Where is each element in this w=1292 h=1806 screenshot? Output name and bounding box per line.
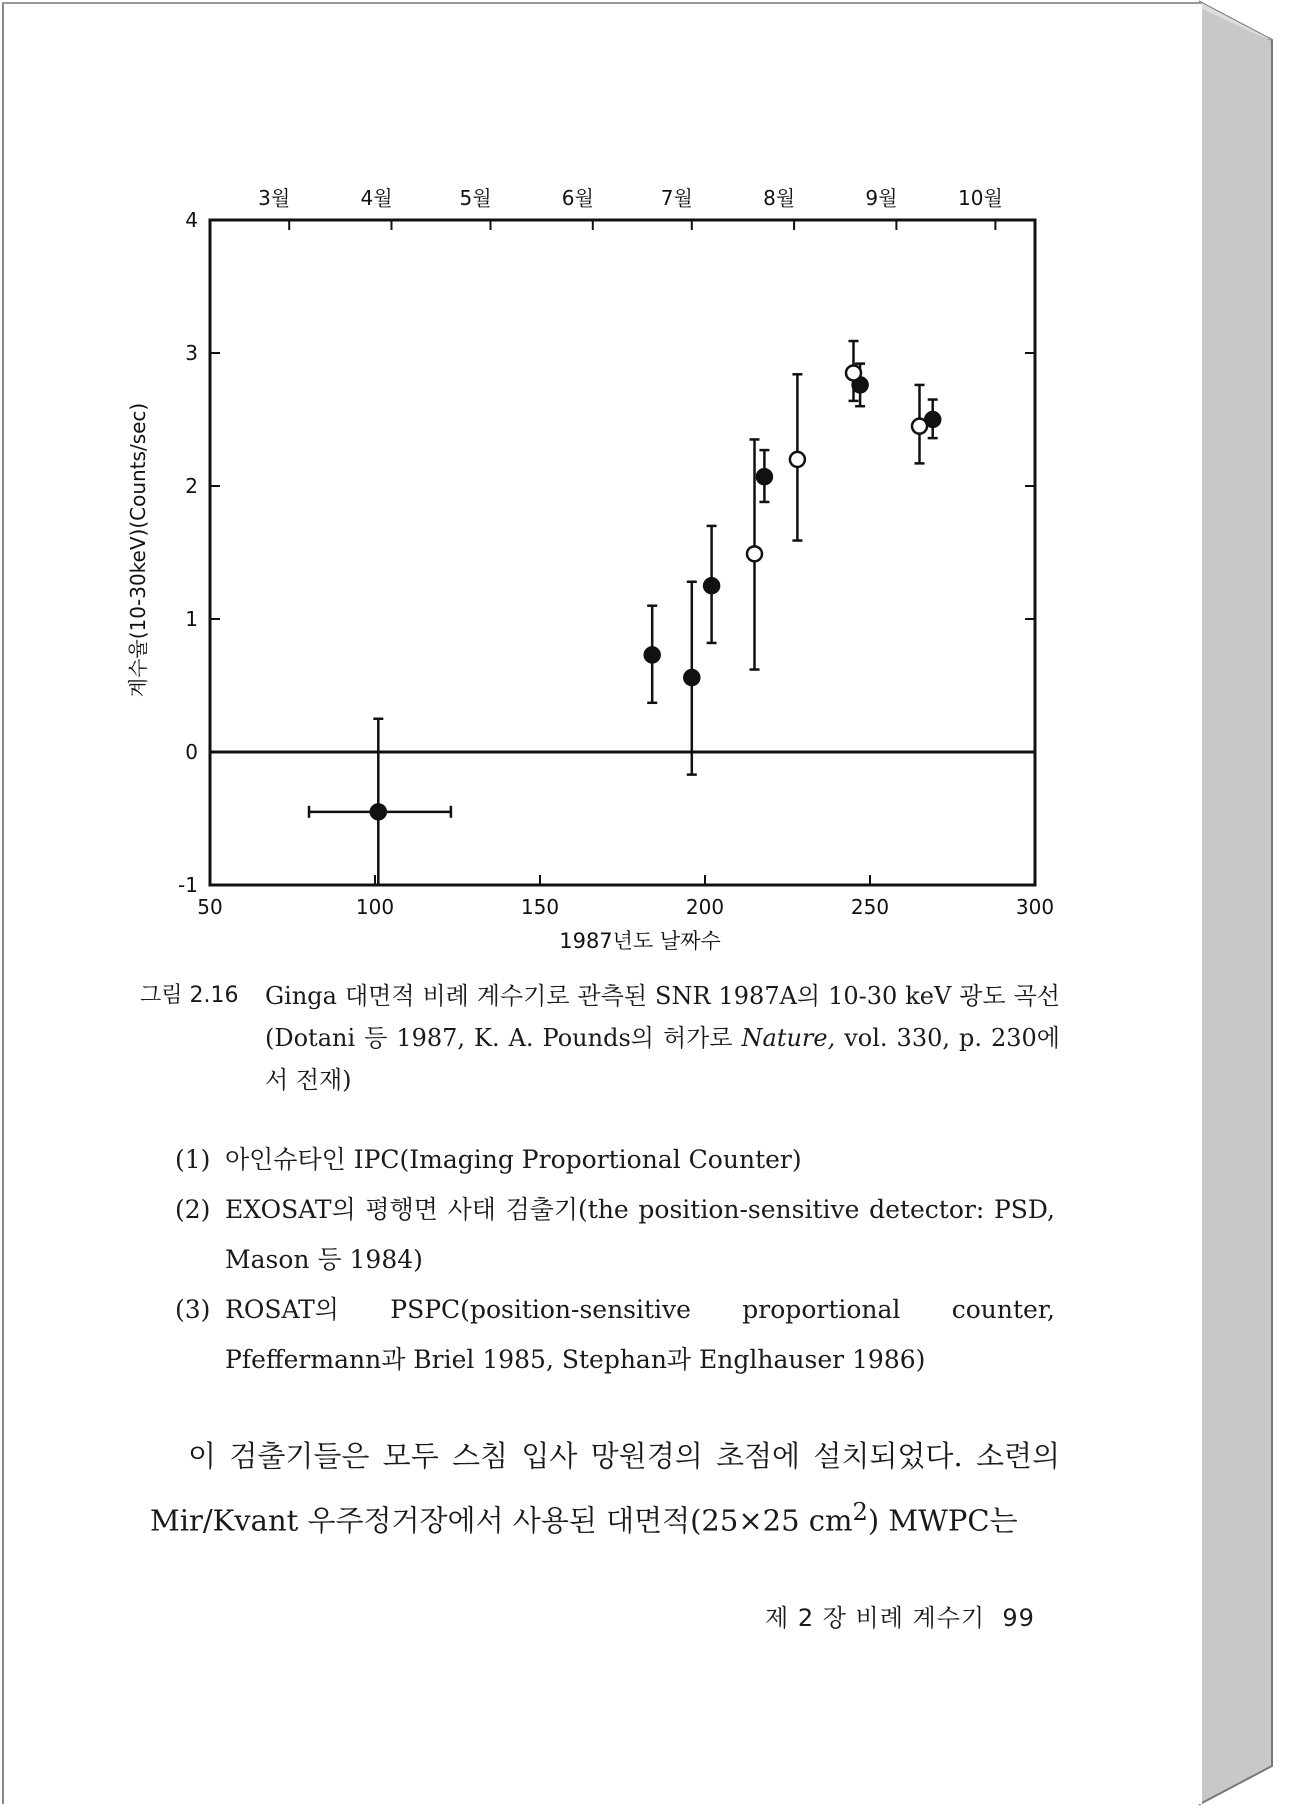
x-tick-label: 250: [850, 895, 890, 919]
tick-marks: [210, 220, 1035, 885]
y-axis-label: 계수율(10-30keV)(Counts/sec): [126, 402, 150, 698]
y-tick-label: 2: [185, 474, 198, 498]
page-number: 99: [1002, 1604, 1035, 1632]
filled-data-point: [371, 804, 386, 819]
y-tick-label: 4: [185, 208, 198, 232]
list-item-text: 아인슈타인 IPC(Imaging Proportional Counter): [225, 1145, 802, 1174]
list-marker: (2): [175, 1195, 211, 1224]
month-label: 4월: [360, 186, 393, 210]
caption-text-before: Ginga 대면적 비례 계수기로 관측된 SNR 1987A의 10-30 keV 광도 곡선(Dotani 등 1987, K. A. Pounds의 허가로: [265, 982, 1060, 1052]
x-tick-label: 50: [197, 895, 223, 919]
month-label: 5월: [459, 186, 492, 210]
list-item: [175, 1285, 1055, 1385]
x-tick-label: 300: [1015, 895, 1055, 919]
y-tick-label: -1: [178, 873, 198, 897]
list-item-text: EXOSAT의 평행면 사태 검출기(the position-sensitive detector: PSD, Mason 등 1984): [225, 1195, 1055, 1274]
figure-caption: [140, 975, 1060, 1101]
filled-data-point: [684, 670, 699, 685]
x-tick-label: 200: [685, 895, 725, 919]
list-item: [175, 1185, 1055, 1285]
open-data-point: [846, 365, 861, 380]
caption-text: [265, 975, 1060, 1101]
month-label: 9월: [865, 186, 898, 210]
month-label: 10월: [958, 186, 1003, 210]
chart-axes: [210, 220, 1035, 885]
list-marker: (3): [175, 1295, 211, 1324]
list-item-text: ROSAT의 PSPC(position-sensitive proportional counter, Pfeffermann과 Briel 1985, Stephan과 Englhauser 1986): [225, 1295, 1055, 1374]
filled-data-point: [757, 469, 772, 484]
page-footer: [765, 1598, 1035, 1633]
y-tick-label: 3: [185, 341, 198, 365]
caption-text-after: vol. 330, p. 230에서 전재): [265, 1024, 1060, 1094]
filled-data-point: [645, 647, 660, 662]
x-tick-label: 150: [520, 895, 560, 919]
paragraph-text-end: ) MWPC는: [867, 1503, 1018, 1538]
journal-name: Nature,: [741, 1024, 836, 1052]
plot-frame: [210, 220, 1035, 885]
month-label: 8월: [763, 186, 796, 210]
data-points: [309, 341, 940, 885]
month-labels: [258, 186, 1003, 210]
filled-data-point: [704, 578, 719, 593]
light-curve-chart: [120, 170, 1080, 970]
open-data-point: [790, 452, 805, 467]
open-data-point: [912, 419, 927, 434]
chapter-title: 제 2 장 비례 계수기: [765, 1604, 986, 1632]
month-label: 7월: [660, 186, 693, 210]
list-item: [175, 1135, 1055, 1185]
x-tick-label: 100: [355, 895, 395, 919]
x-axis-label: 1987년도 날짜수: [559, 929, 721, 953]
detector-list: [175, 1135, 1055, 1385]
body-paragraph: [150, 1428, 1060, 1549]
month-label: 3월: [258, 186, 291, 210]
month-label: 6월: [561, 186, 594, 210]
figure-number: 그림 2.16: [140, 983, 239, 1008]
y-tick-label: 0: [185, 740, 198, 764]
list-marker: (1): [175, 1145, 211, 1174]
paragraph-text: 이 검출기들은 모두 스침 입사 망원경의 초점에 설치되었다. 소련의 Mir/Kvant 우주정거장에서 사용된 대면적(25×25 cm: [150, 1439, 1060, 1538]
superscript: 2: [852, 1498, 868, 1526]
open-data-point: [747, 546, 762, 561]
y-tick-label: 1: [185, 607, 198, 631]
